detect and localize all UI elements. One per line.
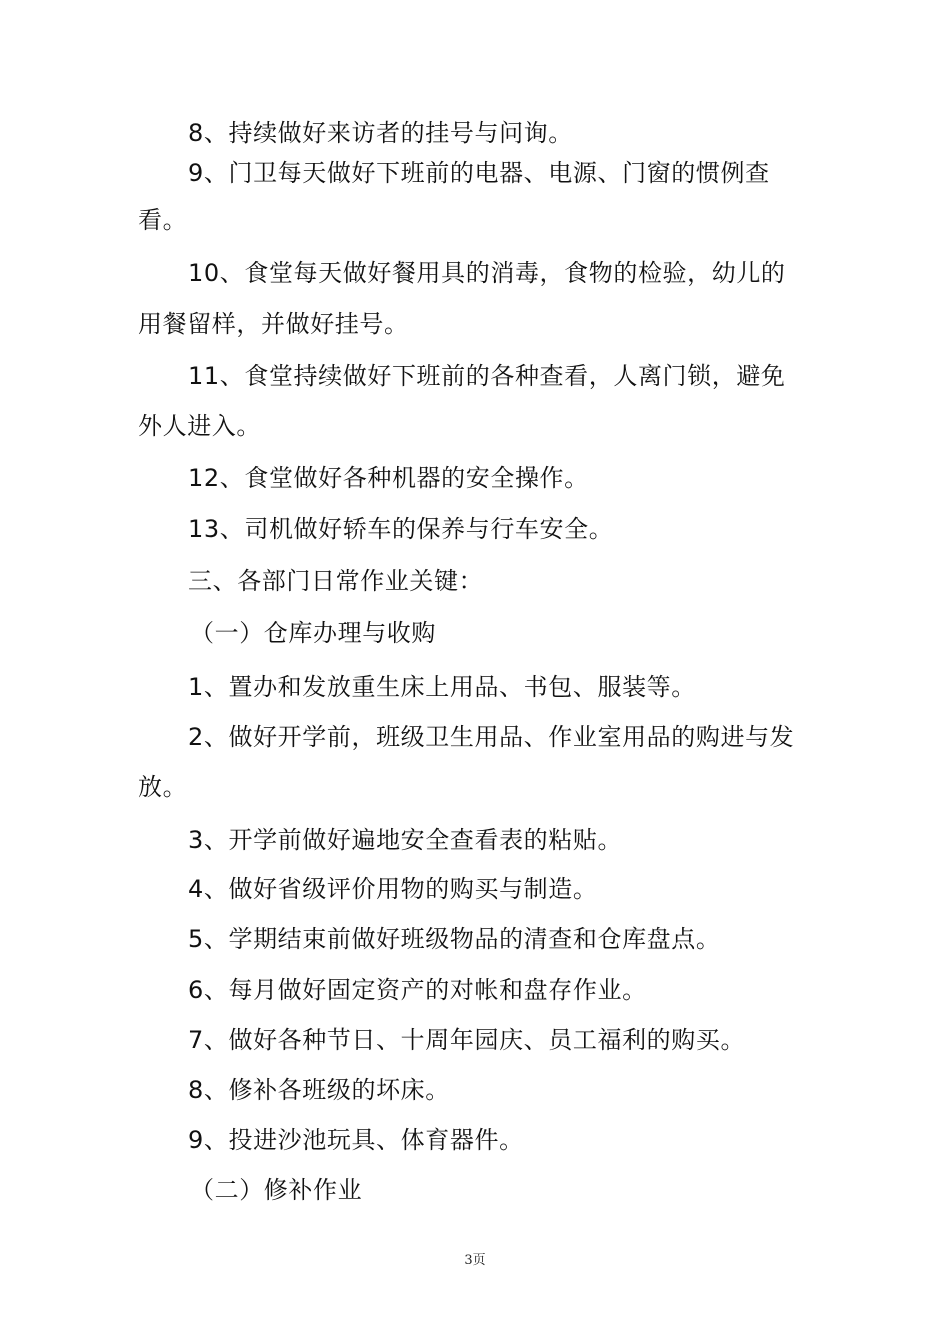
paragraph-line: 看。 <box>138 206 188 234</box>
subsection-heading: （二）修补作业 <box>190 1176 363 1204</box>
paragraph-line: 6、每月做好固定资产的对帐和盘存作业。 <box>188 976 647 1004</box>
paragraph-line: 12、食堂做好各种机器的安全操作。 <box>188 464 589 492</box>
page-number: 3页 <box>464 1253 486 1268</box>
paragraph-line: 11、食堂持续做好下班前的各种查看，人离门锁，避免 <box>188 362 786 390</box>
paragraph-line: 用餐留样，并做好挂号。 <box>138 310 409 338</box>
paragraph-line: 3、开学前做好遍地安全查看表的粘贴。 <box>188 826 623 854</box>
paragraph-line: 9、投进沙池玩具、体育器件。 <box>188 1126 524 1154</box>
paragraph-line: 13、司机做好轿车的保养与行车安全。 <box>188 515 614 543</box>
paragraph-line: 外人进入。 <box>138 412 261 440</box>
paragraph-line: 放。 <box>138 773 188 801</box>
paragraph-line: 8、修补各班级的坏床。 <box>188 1076 450 1104</box>
paragraph-line: 10、食堂每天做好餐用具的消毒，食物的检验，幼儿的 <box>188 259 786 287</box>
paragraph-line: 5、学期结束前做好班级物品的清查和仓库盘点。 <box>188 925 721 953</box>
section-heading: 三、各部门日常作业关键： <box>188 567 484 595</box>
paragraph-line: 7、做好各种节日、十周年园庆、员工福利的购买。 <box>188 1026 746 1054</box>
subsection-heading: （一）仓库办理与收购 <box>190 619 436 647</box>
paragraph-line: 2、做好开学前，班级卫生用品、作业室用品的购进与发 <box>188 723 795 751</box>
paragraph-line: 4、做好省级评价用物的购买与制造。 <box>188 875 598 903</box>
paragraph-line: 9、门卫每天做好下班前的电器、电源、门窗的惯例查 <box>188 159 770 187</box>
paragraph-line: 8、持续做好来访者的挂号与问询。 <box>188 119 573 147</box>
paragraph-line: 1、置办和发放重生床上用品、书包、服装等。 <box>188 673 696 701</box>
